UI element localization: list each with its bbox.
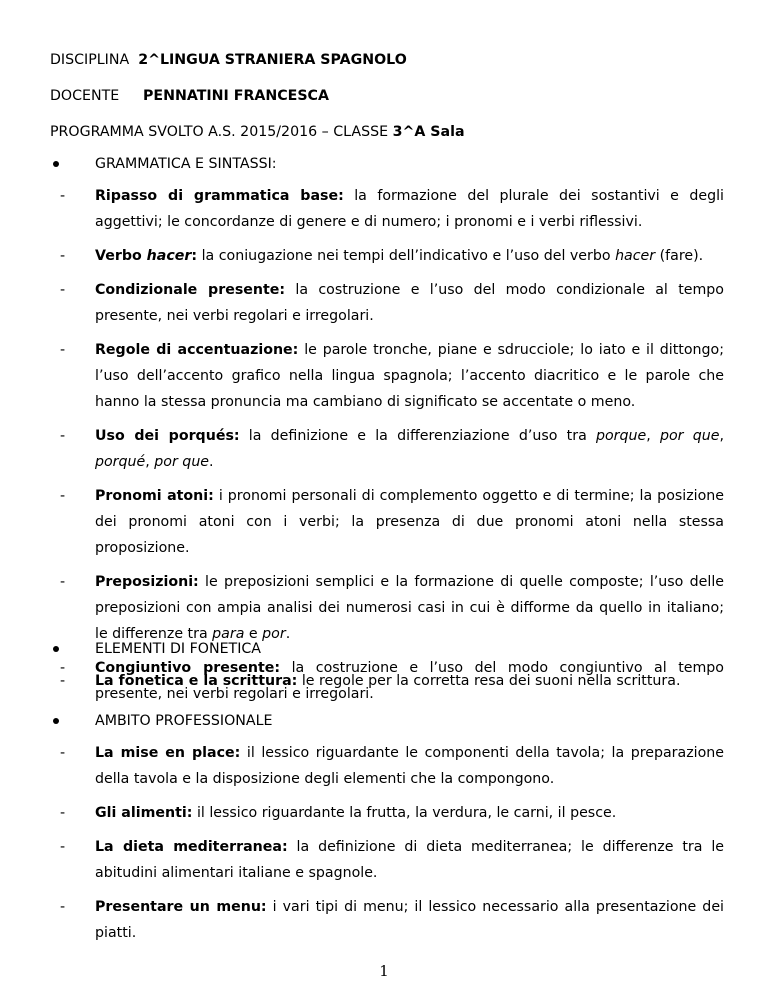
list-item: - Congiuntivo presente: la costruzione e l’uso del modo congiuntivo al tempo presente, nei verbi regolari e irregolari. (50, 655, 724, 707)
list-item: - Uso dei porqués: la definizione e la differenziazione d’uso tra porque, por que, porqué, por que. (50, 423, 724, 475)
list-item: - Verbo hacer: la coniugazione nei tempi dell’indicativo e l’uso del verbo hacer (fare). (50, 243, 724, 269)
list-item: - Condizionale presente: la costruzione e l’uso del modo condizionale al tempo presente, nei verbi regolari e irregolari. (50, 277, 724, 329)
bullet-icon (53, 161, 59, 167)
section-fonetica (50, 638, 724, 694)
section-title: AMBITO PROFESSIONALE (50, 710, 724, 732)
dash-icon: - (60, 342, 66, 358)
dash-icon: - (60, 248, 66, 264)
teacher-line (50, 86, 329, 106)
dash-icon: - (60, 660, 66, 676)
list-item: - Preposizioni: le preposizioni semplici e la formazione di quelle composte; l’uso delle preposizioni con ampia analisi dei numerosi casi in cui è difforme da quello in italiano; le differenze tra para e por. (50, 569, 724, 647)
dash-icon: - (60, 282, 66, 298)
list-item: - Ripasso di grammatica base: la formazione del plurale dei sostantivi e degli aggettivi; le concordanze di genere e di numero; i pronomi e i verbi riflessivi. (50, 183, 724, 235)
discipline-line (50, 50, 407, 70)
section-title: ELEMENTI DI FONETICA (50, 638, 724, 660)
dash-icon: - (60, 428, 66, 444)
dash-icon: - (60, 574, 66, 590)
program-line (50, 122, 465, 142)
teacher-value: PENNATINI FRANCESCA (143, 88, 329, 104)
bullet-icon (53, 646, 59, 652)
discipline-value: 2^LINGUA STRANIERA SPAGNOLO (138, 52, 407, 68)
dash-icon: - (60, 839, 66, 855)
list-item: - Presentare un menu: i vari tipi di menu; il lessico necessario alla presentazione dei piatti. (50, 894, 724, 946)
list-item: - Gli alimenti: il lessico riguardante la frutta, la verdura, le carni, il pesce. (50, 800, 724, 826)
teacher-label: DOCENTE (50, 88, 120, 104)
list-item: - La fonetica e la scrittura: le regole per la corretta resa dei suoni nella scrittura. (50, 668, 724, 694)
program-text: PROGRAMMA SVOLTO A.S. 2015/2016 – CLASSE (50, 124, 393, 140)
dash-icon: - (60, 805, 66, 821)
dash-icon: - (60, 188, 66, 204)
section-grammatica (50, 153, 724, 707)
dash-icon: - (60, 488, 66, 504)
bullet-icon (53, 718, 59, 724)
dash-icon: - (60, 673, 66, 689)
list-item: - La mise en place: il lessico riguardante le componenti della tavola; la preparazione della tavola e la disposizione degli elementi che la compongono. (50, 740, 724, 792)
dash-icon: - (60, 745, 66, 761)
section-ambito-professionale (50, 710, 724, 946)
section-title: GRAMMATICA E SINTASSI: (50, 153, 724, 175)
list-item: - Pronomi atoni: i pronomi personali di complemento oggetto e di termine; la posizione dei pronomi atoni con i verbi; la presenza di due pronomi atoni nella stessa proposizione. (50, 483, 724, 561)
page-number: 1 (379, 962, 389, 980)
discipline-label: DISCIPLINA (50, 52, 130, 68)
list-item: - Regole di accentuazione: le parole tronche, piane e sdrucciole; lo iato e il dittongo; l’uso dell’accento grafico nella lingua spagnola; l’accento diacritico e le parole che hanno la stessa pronuncia ma cambiano di significato se accentate o meno. (50, 337, 724, 415)
list-item: - La dieta mediterranea: la definizione di dieta mediterranea; le differenze tra le abitudini alimentari italiane e spagnole. (50, 834, 724, 886)
dash-icon: - (60, 899, 66, 915)
program-class: 3^A Sala (392, 124, 465, 140)
